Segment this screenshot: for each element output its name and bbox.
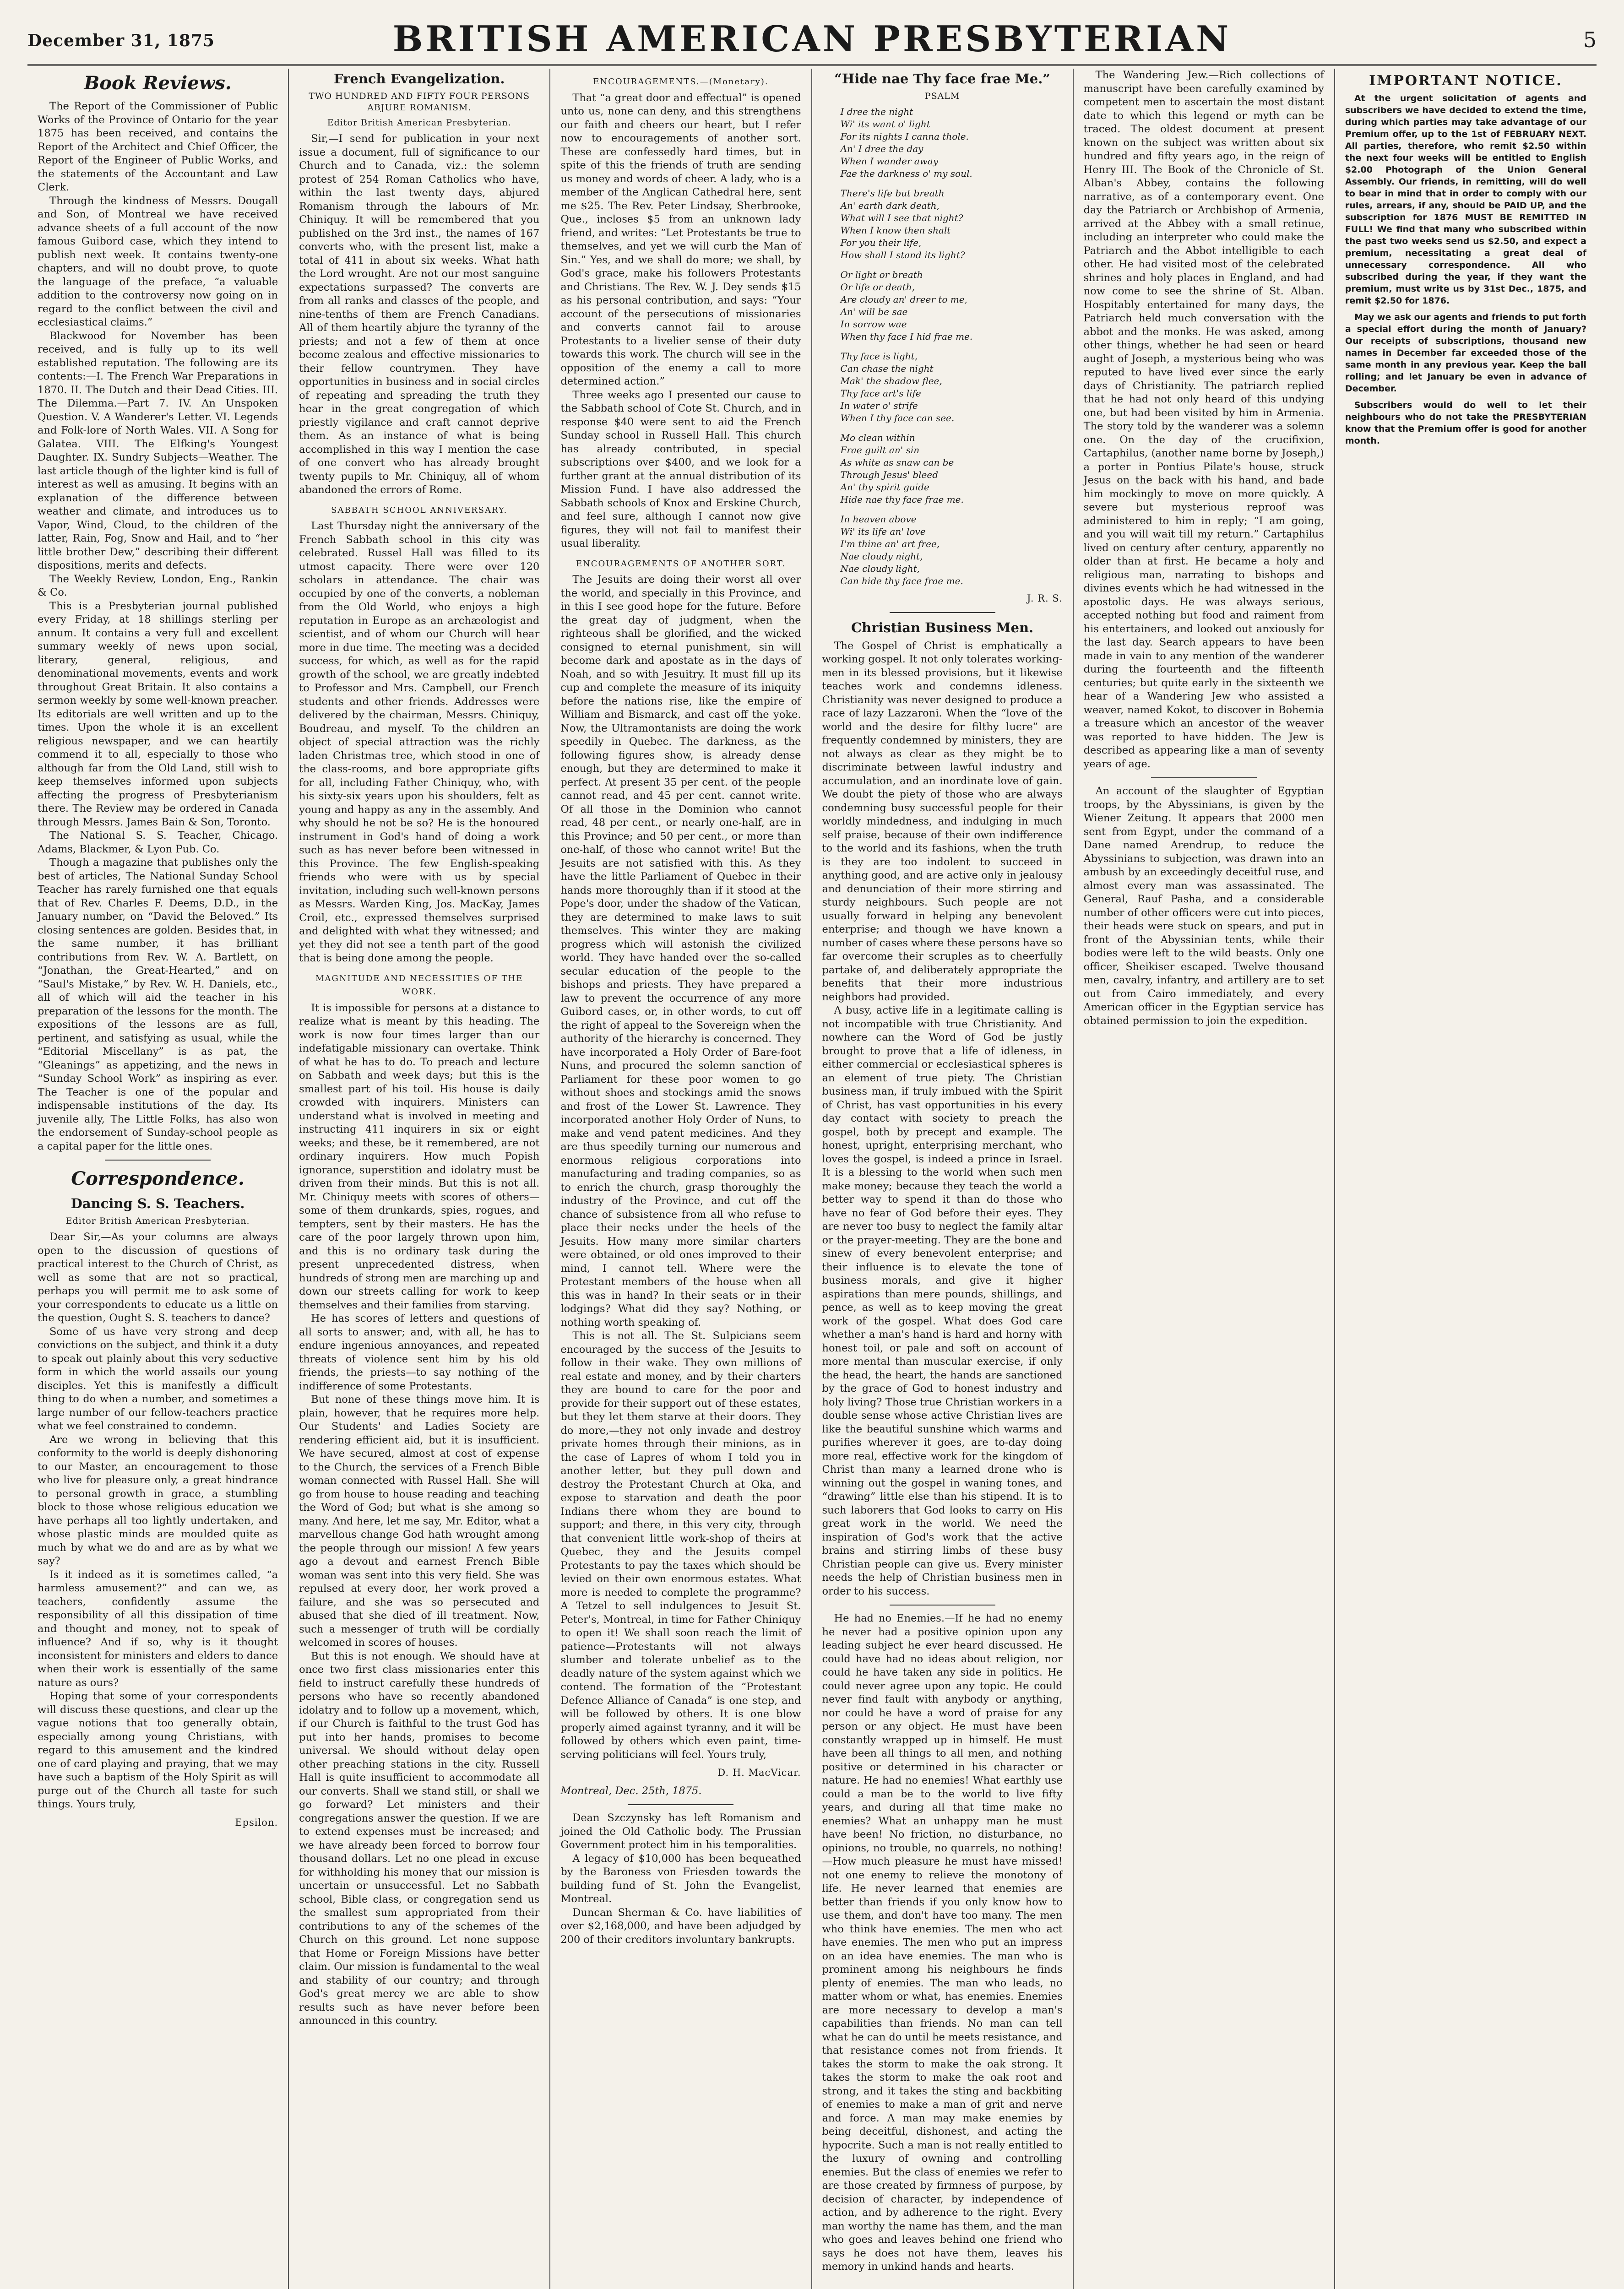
column-1 [27,69,289,2289]
notice-paragraph: At the urgent solicitation of agents and subscribers we have decided to extend the time, during which parties may take advantage of our Premium offer, up to the 1st of FEBRUARY NEXT. All parties, therefore, who remit $2.50 within the next four weeks will be entitled to English $2.00 Photograph of the Union General Assembly. Our friends, in remitting, will do well to bear in mind that in order to comply with our rules, arrears, if any, should be PAID UP, and the subscription for 1876 MUST BE REMITTED IN FULL! We find that many who subscribed within the past two weeks send us $2.50, and expect a premium, necessitating a great deal of unnecessary correspondence. All who subscribed during the year, if they want the premium, must write us by 31st Dec., 1875, and remit $2.50 for 1876. [1345,93,1586,306]
stanza-break [841,261,1063,269]
article-paragraph: He had no Enemies.—If he had no enemy he never had a positive opinion upon any leading subject he ever heard discussed. He could have had no ideas about religion, nor could he have taken any side in politics. He could never agree upon any topic. He could never find fault with anybody or anything, nor could he have a word of praise for any person or any object. He must have been constantly wrapped up in himself. He must have been all things to all men, and nothing positive or determined in his character or nature. He had no enemies! What earthly use could a man be to the world to live fifty years, and during all that time make no enemies? What an unhappy man he must have been! No friction, no disturbance, no opinions, no trouble, no quarrels, no nothing!—How much pleasure he must have missed! not one enemy to relieve the monotony of life. He never learned that enemies are better than friends if you only know how to use them, and don't have too many. The men who think have enemies. The men who act have enemies. The men who put an impress on an idea have enemies. The man who is prominent among his neighbours he finds plenty of enemies. The man who leads, no matter whom or what, has enemies. Enemies are more necessary to develop a man's capabilities than friends. No man can tell what he can do until he meets resistance, and that resistance comes not from friends. It takes the storm to make the oak strong. It takes the storm to make the oak root and strong, and it takes the sting and backbiting of enemies to make a man of grit and nerve and force. A man may make enemies by being deceitful, dishonest, and acting the hypocrite. Such a man is not really entitled to the luxury of owning and controlling enemies. But the class of enemies we refer to are those created by firmness of purpose, by decision of character, by independence of action, and by adherence to the right. Every man worthy the name has them, and the man who goes and leaves behind one friend who says he does not have them, leaves his memory in unkind hands and hearts. [822,1612,1063,2273]
article-paragraph: Sir,—I send for publication in your next issue a document, full of significance to our Church and to Canada, viz.: the solemn protest of 254 Roman Catholics who have, within the last twenty days, abjured Romanism through the labours of Mr. Chiniquy. It will be remembered that you published on the 3rd inst., the names of 167 converts who, with the present list, make a total of 411 in about six weeks. What hath the Lord wrought. Are not our most sanguine expectations surpassed? The converts are from all ranks and classes of the people, and nine-tenths of them are French Canadians. All of them heartily abjure the tyranny of the priests; and not a few of them at once become zealous and effective missionaries to their fellow countrymen. They have opportunities in business and in social circles of repeating and spreading the truth they hear in the great congregation of which priestly vigilance and craft cannot deprive them. As an instance of what is being accomplished in this way I mention the case of one convert who has already brought twenty pupils to Mr. Chiniquy, all of whom abandoned the errors of Rome. [299,133,540,496]
poem-line: Frae guilt an' sin [840,445,920,456]
column-3 [550,69,812,2289]
review-paragraph: The Report of the Commissioner of Public Works of the Province of Ontario for the year 1875 has been received, and contains the Report of the Architect and Chief Officer, the Report of the Engineer of Public Works, and the statements of the Accountant and Law Clerk. [38,100,278,193]
poem-line: Fae the darkness o' my soul. [840,168,972,179]
letter-paragraph: Dear Sir,—As your columns are always open to the discussion of questions of practical interest to the Church of Christ, as well as some that are not so practical, perhaps you will permit me to ask some of your correspondents to educate us a little on the question, Ought S. S. teachers to dance? [38,1231,278,1324]
poem-line: In water o' strife [840,400,918,411]
review-paragraph: Though a magazine that publishes only the best of articles, The National Sunday School Teacher has rarely furnished one that equals that of Rev. Charles F. Deems, D.D., in the January number, on “David the Beloved.” Its closing sentences are golden. Besides that, in the same number, it has brilliant contributions from Rev. W. A. Bartlett, on “Jonathan, the Great-Hearted,” and on “Saul's Mistake,” by Rev. W. H. Daniels, etc., all of which will aid the teacher in his preparation of the lessons for the month. The expositions of the lessons are as full, pertinent, and satisfying as usual, while the “Editorial Miscellany” is as pat, the “Gleanings” as appetizing, and the news in “Sunday School Work” as inspiring as ever. The Teacher is one of the popular and indispensable institutions of the day. Its juvenile ally, The Little Folks, has also won the endorsement of Sunday-school people as a capital paper for the little ones. [38,857,278,1152]
review-paragraph: The Weekly Review, London, Eng., Rankin & Co. [38,573,278,598]
letter-paragraph: Hoping that some of your correspondents will discuss these questions, and clear up the vague notions that too generally obtain, especially among young Christians, with regard to this amusement and the kindred one of card playing and praying, that we may have such a baptism of the Holy Spirit as will purge out of the Church all taste for such things. Yours truly, [38,1690,278,1810]
review-paragraph: The National S. S. Teacher, Chicago. Adams, Blackmer, & Lyon Pub. Co. [38,830,278,855]
poem-line: Are cloudy an' dreer to me, [840,294,967,305]
article-paragraph: He has scores of letters and questions of all sorts to answer; and, with all, he has to endure ingenious annoyances, and repeated threats of violence sent him by his old friends, the priests—to say nothing of the indifference of some Protestants. [299,1313,540,1392]
book-reviews-heading: Book Reviews. [84,72,232,94]
notice-heading: IMPORTANT NOTICE. [1369,73,1563,89]
poem-line: Wi' its life an' love [840,526,926,537]
masthead [27,14,1597,66]
stanza-break [841,424,1063,432]
poem-line: In heaven above [840,514,917,525]
poem-line: Or light or breath [840,269,923,280]
divider [105,1160,211,1161]
article-paragraph: The Jesuits are doing their worst all over the world, and specially in this Province, and in this I see good hope for the future. Before the great day of judgment, when the righteous shall be glorified, and the wicked consigned to eternal punishment, sin will become dark and apostate as in the days of Noah, and so with Jesuitry. It must fill up its cup and complete the measure of its iniquity before the nations rise, like the empire of William and Bismarck, and cast off the yoke. Now, the Ultramontanists are doing the work speedily in Quebec. The darkness, as the following figures show, is already dense enough, but they are determined to make it perfect. At present 35 per cent. of the people cannot read, and 45 per cent. cannot write. Of all those in the Dominion who cannot read, 48 per cent., or nearly one-half, are in this Province; and 50 per cent., or more than one-half, of those who cannot write! But the Jesuits are not satisfied with this. As they have the little Parliament of Quebec in their hands more thoroughly than if it stood at the Pope's door, under the shadow of the Vatican, they are determined to make laws to suit themselves. This winter they are making progress which will astonish the civilized world. They have handed over the so-called secular education of the people to the bishops and priests. They have prepared a law to prevent the occurrence of any more Guibord cases, or, in other words, to cut off the right of appeal to the Sovereign when the authority of the hierarchy is concerned. They have incorporated a Holy Order of Bare-foot Nuns, and procured the solemn sanction of Parliament for these poor women to go without shoes and stockings amid the snows and frost of the Lower St. Lawrence. They incorporated another Holy Order of Nuns, to make and vend patent medicines. And they are thus speedily turning our numerous and enormous religious corporations into manufacturing and trading companies, so as to enrich the church, grasp thoroughly the industry of the Province, and cut off the chance of subsistence from all who refuse to place their necks under the heels of the Jesuits. How many more similar charters were obtained, or old ones improved to their mind, I cannot tell. Where were the Protestant members of the house when all this was in hand? In their seats or in their lodgings? What did they say? Nothing, or nothing worth speaking of. [560,574,801,1329]
article-paragraph: The Gospel of Christ is emphatically a working gospel. It not only tolerates working-men in its blessed provisions, but it likewise teaches work and condemns idleness. Christianity was never designed to produce a race of lazy Lazzaroni. When the “love of the world and the desire for filthy lucre” are frequently condemned by ministers, they are not always as clear as they might be to discriminate between lawful industry and accumulation, and an inordinate love of gain. We doubt the piety of those who are always condemning busy successful people for their worldly mindedness, and indulging in much self praise, because of their own indifference to the world and its fashions, when the truth is they are too indolent to succeed in anything good, and are active only in jealousy and denunciation of their more stirring and sturdy neighbours. Such people are not usually forward in helping any benevolent enterprise; and though we have known a number of cases where these persons have so far overcome their scruples as to cheerfully partake of, and deliberately appropriate the benefits that their more industrious neighbors had provided. [822,640,1063,1003]
poem-line: When I thy face can see. [840,412,955,423]
poem-body [822,106,1063,587]
article-paragraph: It is impossible for persons at a distance to realize what is meant by this heading. The work is now four times larger than our indefatigable missionary can overtake. Think of what he has to do. To preach and lecture on Sabbath and week days; but this is the smallest part of his toil. His house is daily crowded with inquirers. Ministers can understand what is involved in meeting and instructing 411 inquirers in six or eight weeks; and these, be it remembered, are not ordinary inquirers. How much Popish ignorance, superstition and idolatry must be driven from their minds. But this is not all. Mr. Chiniquy meets with scores of others—some of them drunkards, spies, rogues, and tempters, sent by their masters. He has the care of the poor largely thrown upon him, and this is no ordinary task during the present unprecedented distress, when hundreds of strong men are marching up and down our streets calling for work to keep themselves and their families from starving. [299,1002,540,1311]
columns [27,69,1597,2289]
article-paragraph: A busy, active life in a legitimate calling is not incompatible with true Christianity. And nowhere can the Word of God be justly brought to prove that a life of idleness, in either commercial or ecclesiastical spheres is an element of true piety. The Christian business man, if truly imbued with the Spirit of Christ, has vast opportunities in his every day contact with society to preach the gospel, both by precept and example. The honest, upright, enterprising merchant, who loves the gospel, is indeed a prince in Israel. It is a blessing to the world when such men make money; because they teach the world a better way to spend it than do those who have no fear of God before their eyes. They are never too busy to neglect the family altar or the prayer-meeting. They are the bone and sinew of every benevolent enterprise; and their influence is to elevate the tone of business morals, and give it higher aspirations than mere pounds, shillings, and pence, as well as to keep moving the great work of the gospel. What does God care whether a man's hand is hard and horny with honest toil, or pale and soft on account of more mental than muscular exercise, if only the head, the heart, the hands are sanctioned by the grace of God to honest industry and holy living? Those true Christian workers in a double sense whose active Christian lives are like the beautiful sunshine which warms and purifies wherever it goes, are to-day doing more real, effective work for the kingdom of Christ than many a learned drone who is winning out the gospel in waning tones, and “drawing” little else than his stipend. It is to such laborers that God looks to carry on His great work in the world. We need the inspiration of God's work that the active brains and stirring limbs of these busy Christian people can give us. Every minister needs the help of Christian business men in order to his success. [822,1004,1063,1597]
article-title: Christian Business Men. [851,619,1034,635]
review-paragraph: This is a Presbyterian journal published every Friday, at 18 shillings sterling per annum. It contains a very full and excellent summary weekly of news upon social, literary, general, religious, and denominational movements, events and work throughout Great Britain. It also contains a sermon weekly by some well-known preacher. Its editorials are well written and up to the times. Upon the whole it is an excellent religious newspaper, and we can heartily commend it to all, especially to those who although far from the Old Land, still wish to keep themselves informed upon subjects affecting the progress of Presbyterianism there. The Review may be ordered in Canada through Messrs. James Bain & Son, Toronto. [38,600,278,828]
poem-line: I'm thine an' art free, [840,538,940,549]
correspondence-heading: Correspondence. [71,1168,244,1189]
salutation: Editor British American Presbyterian. [65,1216,250,1226]
poem-line: When thy face I hid frae me. [840,331,973,342]
page-number: 5 [1583,27,1597,52]
column-5 [1074,69,1335,2289]
section-subheading: MAGNITUDE AND NECESSITIES OF THE WORK. [315,973,523,997]
poem-line: An' will be sae [840,306,908,317]
letter-paragraph: Is it indeed as it is sometimes called, “a harmless amusement?” and can we, as teachers, confidently assume the responsibility of all this dissipation of time and thought and money, not to speak of influence? And if so, why is it thought inconsistent for ministers and elders to dance when their work is essentially of the same nature as ours? [38,1568,278,1689]
poem-line: An' earth dark death, [840,200,940,211]
review-paragraph: Through the kindness of Messrs. Dougall and Son, of Montreal we have received advance sheets of a full account of the now famous Guibord case, which they intend to publish next week. It contains twenty-one chapters, and will no doubt prove, to quote the language of the preface, “a valuable addition to the controversy now going on in regard to the conflict between the civil and ecclesiastical claims.” [38,195,278,328]
review-paragraph: Blackwood for November has been received, and is fully up to its well established reputation. The following are its contents:—I. The French War Preparations in 1870. II. The Dutch and their Dead Cities. III. The Dilemma.—Part 7. IV. An Unspoken Question. V. A Wanderer's Letter. VI. Legends and Folk-lore of North Wales. VII. A Song for Galatea. VIII. The Elfking's Youngest Daughter. IX. Sundry Subjects—Weather. The last article though of the lighter kind is full of interest as well as amusing. It begins with an explanation of the difference between weather and climate, and introduces us to Vapor, Wind, Cloud, to the children of the latter, Rain, Fog, Snow and Hail, and to “her little brother Dew,” describing their different dispositions, merits and defects. [38,330,278,571]
article-paragraph: But none of these things move him. It is plain, however, that he requires more help. Our Students' and Ladies Society are rendering efficient aid, but it is insufficient. We have secured, almost at cost of expense to the Church, the services of a French Bible woman connected with Russel Hall. She will go from house to house reading and teaching the Word of God; but what is she among so many. And here, let me say, Mr. Editor, what a marvellous change God hath wrought among the people through our mission! A few years ago a devout and earnest French Bible woman was sent into this very field. She was repulsed at every door, her work proved a failure, and she was so persecuted and abused that she died of ill treatment. Now, such a messenger of truth will be cordially welcomed in scores of houses. [299,1394,540,1649]
signature: J. R. S. [1027,593,1063,604]
poem-line: Nae cloudy light, [840,563,920,574]
dateline: Montreal, Dec. 25th, 1875. [560,1785,702,1797]
poem-line: How shall I stand its light? [840,250,965,260]
signature: D. H. MacVicar. [717,1767,801,1778]
column-2 [289,69,550,2289]
notice-paragraph: May we ask our agents and friends to put forth a special effort during the month of January? Our receipts of subscriptions, thousand new names in December far exceeded those of the same month in any previous year. Keep the ball rolling; and let January be even in advance of December. [1345,312,1586,394]
divider [890,1605,995,1606]
stanza-break [841,180,1063,187]
poem-line: Or life or death, [840,282,915,293]
stanza-break [841,506,1063,513]
poem-line: Mo clean within [840,432,915,443]
poem-line: For its nights I canna thole. [840,131,969,142]
article-subtitle: TWO HUNDRED AND FIFTY FOUR PERSONS ABJURE ROMANISM. [309,91,530,113]
poem-line: I dree the night [840,106,913,117]
divider [1151,777,1257,778]
poem-line: When I know then shalt [840,225,951,236]
letter-paragraph: Are we wrong in believing that this conformity to the world is deeply dishonoring to our Master, an encouragement to those who live for pleasure only, a great hindrance to personal growth in grace, a stumbling block to those whose religious education we have perhaps all too lightly undertaken, and whose plastic minds are moulded quite as much by what we do and are as by what we say? [38,1433,278,1567]
poem-line: Through Jesus' bleed [840,469,939,480]
news-item: Duncan Sherman & Co. have liabilities of over $2,168,000, and have been adjudged by 200 of their creditors involuntary bankrupts. [560,1906,801,1946]
signature: Epsilon. [235,1817,278,1828]
poem-line: Hide nae thy face frae me. [840,494,964,505]
notice-body [1345,92,1586,447]
stanza-break [841,343,1063,350]
book-reviews-body [38,100,278,1153]
article-title: French Evangelization. [333,71,505,87]
newspaper-title: BRITISH AMERICAN PRESBYTERIAN [392,18,1232,60]
news-item: Dean Szczynsky has left Romanism and joined the Old Catholic body. The Prussian Government protect him in his temporalities. [560,1812,801,1851]
article-title: Dancing S. S. Teachers. [71,1196,245,1211]
poem-line: For you their life, [840,237,922,248]
salutation: Editor British American Presbyterian. [327,118,511,128]
article-paragraph: That “a great door and effectual” is opened unto us, none can deny, and this strengthens our faith and cheers our heart, but I refer now to encouragements of another sort. These are confessedly hard times, but in spite of this the friends of truth are sending us money and words of cheer. A lady, who is a member of the Anglican Cathedral here, sent me $25. The Rev. Peter Lindsay, Sherbrooke, Que., incloses $5 from an unknown lady friend, and writes: “Let Protestants be true to themselves, and yet we will curb the Man of Sin.” Yes, and we shall do more; we shall, by God's grace, make his followers Protestants and Christians. The Rev. W. J. Dey sends $15 as his personal contribution, and says: “Your account of the persecutions of missionaries and converts cannot fail to arouse Protestants to a livelier sense of their duty towards this work. The church will see in the opposition of the enemy a call to more determined action.” [560,92,801,387]
poem-line: Thy face art's life [840,388,921,399]
column-4 [812,69,1074,2289]
divider [890,612,995,613]
poem-line: There's life but breath [840,188,945,199]
letter-paragraph: Some of us have very strong and deep convictions on the subject, and think it a duty to speak out plainly about this very seductive form in which the world assails our young disciples. Yet this is manifestly a difficult thing to do when a number, and sometimes a large number of our fellow-teachers practice what we feel constrained to condemn. [38,1325,278,1432]
poem-line: When I wander away [840,156,939,167]
divider [628,1804,733,1805]
poem-line: Can hide thy face frae me. [840,575,963,586]
poem-line: Mak' the shadow flee, [840,375,942,386]
article-paragraph: This is not all. The St. Sulpicians seem encouraged by the success of the Jesuits to follow in their wake. They own millions of real estate and money, and by their charters they are bound to care for the poor and provide for their support out of these estates, but they let them starve at their doors. They do more,—they not only invade and destroy private homes through their minions, as in the case of Lapres of whom I told you in another letter, but they pull down and destroy the Protestant Church at Oka, and expose to starvation and death the poor Indians there whom they are bound to support; and there, in this very city, through that convenient little work-shop of theirs at Quebec, they and the Jesuits compel Protestants to pay the taxes which should be levied on their own enormous estates. What more is needed to complete the programme? A Tetzel to sell indulgences to Jesuit St. Peter's, Montreal, in time for Father Chiniquy to open it! We shall soon reach the limit of patience—Protestants will not always slumber and tolerate unbelief as to the deadly nature of the system against which we contend. The formation of the “Protestant Defence Alliance of Canada” is one step, and will be followed by others. It is one blow properly aimed against tyranny, and it will be followed by others which even paint, time-serving politicians will feel. Yours truly, [560,1330,801,1761]
poem-byline: PSALM [924,91,960,101]
poem-line: As white as snaw can be [840,457,954,468]
poem-line: In sorrow wae [840,319,907,330]
news-item: A legacy of $10,000 has been bequeathed by the Baroness von Friesden towards the building fund of St. John the Evangelist, Montreal. [560,1852,801,1905]
poem-line: An' I dree the day [840,143,923,154]
issue-date: December 31, 1875 [27,31,215,50]
article-paragraph: An account of the slaughter of Egyptian troops, by the Abyssinians, is given by the Wiener Zeitung. It appears that 2000 men sent from Egypt, under the command of a Dane named Arendrup, to reduce the Abyssinians to subjection, was drawn into an ambush by an exceedingly deceitful ruse, and almost every man was assassinated. The General, Rauf Pasha, and a considerable number of other officers were cut into pieces, their heads were stuck on spears, and put in front of the Abyssinian tents, while their bodies were left to the wild beasts. Only one officer, Sheikiser escaped. Twelve thousand men, cavalry, infantry, and artillery are to set out from Cairo immediately, and every American officer in the Egyptian service has obtained permission to join the expedition. [1083,785,1324,1027]
poem-line: Wi' its want o' light [840,119,930,130]
article-paragraph: But this is not enough. We should have at once two first class missionaries enter this field to instruct carefully these hundreds of persons who have so recently abandoned idolatry and to follow up a movement, which, if our Church is faithful to the trust God has put into her hands, promises to become universal. We should without delay open other preaching stations in the city. Russell Hall is quite insufficient to accommodate all our converts. Shall we stand still, or shall we go forward? Let ministers and their congregations answer the question. If we are to extend expenses must be increased; and we have already been forced to borrow four thousand dollars. Let no one plead in excuse for withholding his money that our mission is uncertain or unsuccessful. Let no Sabbath school, Bible class, or congregation send us the smallest sum appropriated from their contributions to any of the schemes of the Church on this ground. Let none suppose that Home or Foreign Missions have better claim. Our mission is fundamental to the weal and stability of our country; and through God's great mercy we are able to show results such as have never before been announced in this country. [299,1650,540,2027]
poem-line: Thy face is light, [840,351,918,362]
article-paragraph: The Wandering Jew.—Rich collections of manuscript have been carefully examined by competent men to ascertain the most distant date to which this legend or myth can be traced. The oldest document at present known on the subject was written about six hundred and fifty years ago, in the reign of Henry III. The Book of the Chronicle of St. Alban's Abbey, contains the following narrative, as of a contemporary event. One day the Patriarch or Archbishop of Armenia, arrived at the Abbey with a small retinue, including an interpreter who could make the Patriarch and the Abbot intelligible to each other. He had visited most of the celebrated shrines and holy places in England, and had now come to see the shrine of St. Alban. Hospitably entertained for many days, the Patriarch held much conversation with the abbot and the monks. He was asked, among other things, whether he had seen or heard aught of Joseph, a mysterious being who was reputed to have lived ever since the early days of Christianity. The patriarch replied that he had not only heard of this undying one, but had been visited by him in Armenia. The story told by the wanderer was a solemn one. On the day of the crucifixion, Cartaphilus, (another name borne by Joseph,) a porter in Pontius Pilate's house, struck Jesus on the back with his hand, and bade him mockingly to move on more quickly. A severe but mysterious reproof was administered to him in reply; “I am going, and you will wait till my return.” Cartaphilus lived on century after century, apparently no older than at first. He became a holy and religious man, narrating to bishops and divines events which he had witnessed in the apostolic days. He was always serious, accepted nothing but food and raiment from his entertainers, and looked out anxiously for the last day. Search appears to have been made in vain to any mention of the wanderer during the fourteenth and the fifteenth centuries; but quite early in the sixteenth we hear of a Wandering Jew who assisted a weaver, named Kokot, to discover in Bohemia a treasure which an ancestor of the weaver was reported to have hidden. The Jew is described as appearing like a man of seventy years of age. [1083,69,1324,770]
section-subheading: SABBATH SCHOOL ANNIVERSARY. [331,505,508,515]
poem-line: What will I see that night? [840,212,963,223]
section-subheading: ENCOURAGEMENTS.—(Monetary). [593,77,769,87]
poem-line: An' thy spirit guide [840,482,929,493]
notice-paragraph: Subscribers would do well to let their neighbours who do not take the PRESBYTERIAN know that the Premium offer is good for another month. [1345,400,1586,446]
poem-line: Nae cloudy night, [840,551,923,562]
poem-line: Can chase the night [840,363,934,374]
article-paragraph: Last Thursday night the anniversary of the French Sabbath school in this city was celebrated. Russel Hall was filled to its utmost capacity. There were over 120 scholars in attendance. The chair was occupied by one of the converts, a nobleman from the Old World, who enjoys a high reputation in Europe as an archæologist and scientist, and of whom our Church will hear more in due time. The meeting was a decided success, for which, as well as for the rapid growth of the school, we are greatly indebted to Professor and Mrs. Campbell, our French students and other friends. Addresses were delivered by the chairman, Messrs. Chiniquy, Boudreau, and myself. To the children an object of special attraction was the richly laden Christmas tree, which stood in one of the class-rooms, and bore appropriate gifts for all, including Father Chiniquy, who, with his sixty-six years upon his shoulders, felt as young and happy as any in the assembly. And why should he not be so? He is the honoured instrument in God's hand of doing a work such as has never before been witnessed in this Province. The few English-speaking friends who were with us by special invitation, including such well-known persons as Messrs. Warden King, Jos. MacKay, James Croil, etc., expressed themselves surprised and delighted with what they witnessed; and yet they did not see a tenth part of the good that is being done among the people. [299,520,540,964]
section-subheading: ENCOURAGEMENTS OF ANOTHER SORT. [576,559,786,569]
article-paragraph: Three weeks ago I presented our cause to the Sabbath school of Cote St. Church, and in response $40 were sent to aid the French Sunday school in Russell Hall. This church has already contributed, in special subscriptions over $400, and we look for a further grant at the annual distribution of its Mission Fund. I have also addressed the Sabbath schools of Knox and Erskine Church, and feel sure, although I cannot now give figures, they will not fail to manifest their usual liberality. [560,389,801,549]
column-6 [1335,69,1597,2289]
poem-title: “Hide nae Thy face frae Me.” [834,71,1050,87]
